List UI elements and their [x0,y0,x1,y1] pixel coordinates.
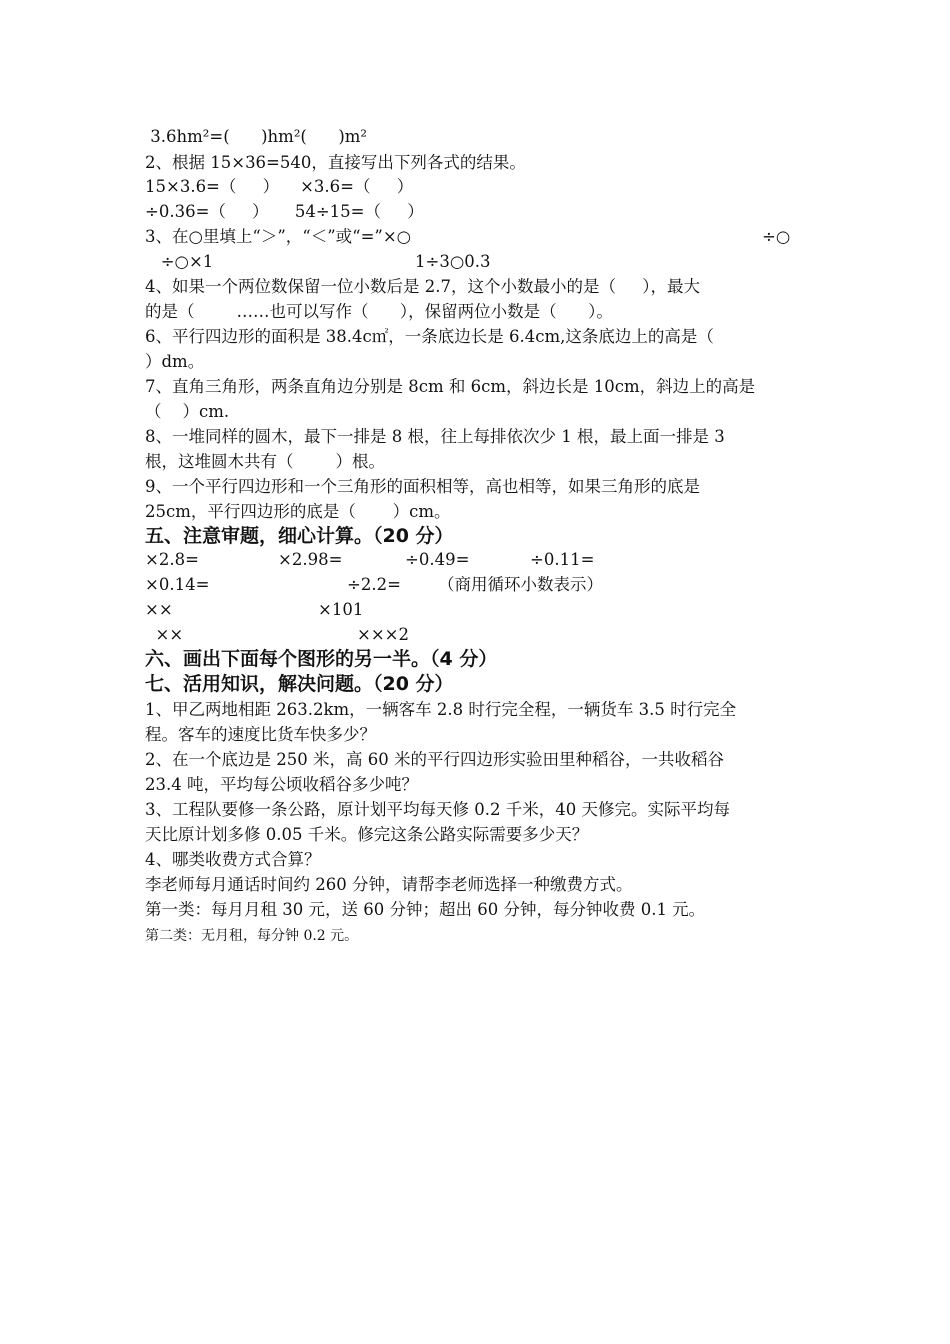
calc-7: ×× [145,600,173,619]
line-p3-b: 天比原计划多修 0.05 千米。修完这条公路实际需要多少天？ [145,825,589,844]
line-q9: 9、一个平行四边形和一个三角形的面积相等，高也相等，如果三角形的底是 [145,477,700,496]
calc-5: ×0.14= [145,575,210,594]
line-p2-b: 23.4 吨，平均每公顷收稻谷多少吨？ [145,775,418,794]
line-q4: 4、如果一个两位数保留一位小数后是 2.7，这个小数最小的是（ ），最大 [145,277,700,296]
line-q6-b: ）dm。 [145,352,205,371]
line-q4-b: 的是（ ……也可以写作（ ），保留两位小数是（ ）。 [145,302,613,321]
line-q9-b: 25cm，平行四边形的底是（ ）cm。 [145,502,451,521]
line-q3-b: ÷○×1 [145,252,214,271]
calc-6-note: （商用循环小数表示） [438,575,603,594]
line-p4-d: 第二类：无月租，每分钟 0.2 元。 [145,928,359,944]
line-p4-b: 李老师每月通话时间约 260 分钟，请帮李老师选择一种缴费方式。 [145,875,633,894]
calc-6: ÷2.2= [347,575,401,594]
calc-2: ×2.98= [278,550,343,569]
section-7-heading: 七、活用知识，解决问题。（20 分） [145,673,454,695]
line-q3-right: ÷○ [762,227,791,246]
calc-8: ×101 [318,600,364,619]
line-p3: 3、工程队要修一条公路，原计划平均每天修 0.2 千米，40 天修完。实际平均每 [145,800,730,819]
calc-9: ×× [145,625,184,644]
line-q8: 8、一堆同样的圆木，最下一排是 8 根，往上每排依次少 1 根，最上面一排是 3 [145,427,725,446]
line-q6: 6、平行四边形的面积是 38.4c㎡，一条底边长是 6.4cm,这条底边上的高是（ [145,327,714,346]
line-p4-c: 第一类：每月月租 30 元，送 60 分钟；超出 60 分钟，每分钟收费 0.1 元。 [145,900,706,919]
section-5-heading: 五、注意审题，细心计算。（20 分） [145,525,454,547]
calc-4: ÷0.11= [530,550,595,569]
calc-1: ×2.8= [145,550,199,569]
line-q2-b: ÷0.36=（ ） 54÷15=（ ） [145,202,424,221]
line-q2-a: 15×3.6=（ ） ×3.6=（ ） [145,177,414,196]
line-p1: 1、甲乙两地相距 263.2km，一辆客车 2.8 时行完全程，一辆货车 3.5 时行完全 [145,700,737,719]
line-area-units: 3.6hm²=( )hm²( )m² [145,127,368,146]
line-q2: 2、根据 15×36=540，直接写出下列各式的结果。 [145,153,526,172]
line-p4: 4、哪类收费方式合算？ [145,850,321,869]
line-p2: 2、在一个底边是 250 米，高 60 米的平行四边形实验田里种稻谷，一共收稻谷 [145,750,724,769]
calc-10: ×××2 [357,625,409,644]
line-q7-b: （ ）cm. [145,402,230,421]
line-q3: 3、在○里填上“＞”，“＜”或“=”×○ [145,227,412,246]
line-p1-b: 程。客车的速度比货车快多少？ [145,725,376,744]
section-6-heading: 六、画出下面每个图形的另一半。（4 分） [145,648,498,670]
line-q8-b: 根，这堆圆木共有（ ）根。 [145,452,385,471]
line-q7: 7、直角三角形，两条直角边分别是 8cm 和 6cm，斜边长是 10cm，斜边上的高是 [145,377,756,396]
line-q3-c: 1÷3○0.3 [415,252,491,271]
calc-3: ÷0.49= [405,550,470,569]
